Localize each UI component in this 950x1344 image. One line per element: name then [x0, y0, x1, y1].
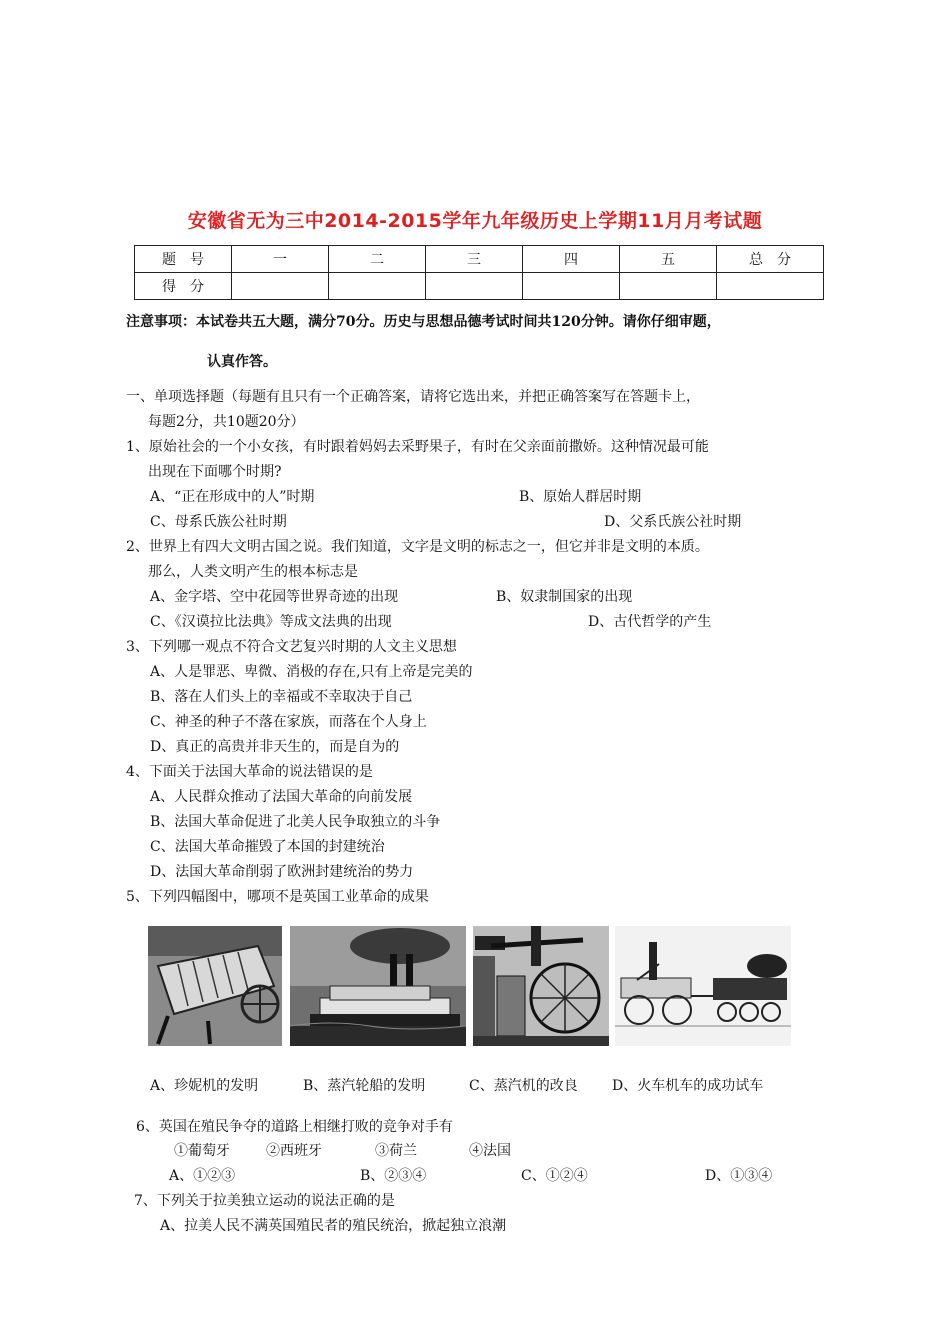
score-table: [134, 245, 824, 300]
score-header-cell: 二: [329, 246, 426, 273]
score-cell[interactable]: [523, 273, 620, 300]
q5-option-a[interactable]: A、珍妮机的发明: [150, 1078, 259, 1094]
q3-option-a[interactable]: A、人是罪恶、卑微、消极的存在,只有上帝是完美的: [150, 664, 473, 680]
q7-option-a[interactable]: A、拉美人民不满英国殖民者的殖民统治，掀起独立浪潮: [160, 1218, 507, 1234]
q6-option-c[interactable]: C、①②④: [521, 1168, 588, 1184]
q5-option-c[interactable]: C、蒸汽机的改良: [469, 1078, 578, 1094]
q2-stem: 2、世界上有四大文明古国之说。我们知道，文字是文明的标志之一，但它并非是文明的本质。: [126, 539, 709, 555]
q6-stem: 6、英国在殖民争夺的道路上相继打败的竞争对手有: [136, 1119, 453, 1135]
score-header-cell: 题 号: [135, 246, 232, 273]
score-cell[interactable]: [620, 273, 717, 300]
score-header-cell: 总 分: [717, 246, 824, 273]
q6-item-1: ①葡萄牙: [174, 1143, 230, 1159]
score-cell[interactable]: [232, 273, 329, 300]
q1-stem-cont: 出现在下面哪个时期?: [148, 464, 282, 480]
q3-option-c[interactable]: C、神圣的种子不落在家族，而落在个人身上: [150, 714, 427, 730]
q1-stem: 1、原始社会的一个小女孩，有时跟着妈妈去采野果子，有时在父亲面前撒娇。这种情况最可能: [126, 439, 709, 455]
q2-stem-cont: 那么，人类文明产生的根本标志是: [148, 564, 358, 580]
score-header-cell: 四: [523, 246, 620, 273]
q2-option-c[interactable]: C、《汉谟拉比法典》等成文法典的出现: [150, 614, 392, 630]
spinning-jenny-image: [148, 926, 282, 1046]
q1-option-a[interactable]: A、“正在形成中的人”时期: [150, 489, 315, 505]
score-table-header-row: [135, 246, 824, 273]
score-row-label: 得 分: [135, 273, 232, 300]
section-heading-cont: 每题2分，共10题20分）: [148, 414, 305, 430]
notice-line-2: 认真作答。: [207, 354, 277, 370]
q6-item-4: ④法国: [469, 1143, 511, 1159]
q1-option-c[interactable]: C、母系氏族公社时期: [150, 514, 287, 530]
q3-option-d[interactable]: D、真正的高贵并非天生的，而是自为的: [150, 739, 400, 755]
q5-option-d[interactable]: D、火车机车的成功试车: [612, 1078, 764, 1094]
q4-option-d[interactable]: D、法国大革命削弱了欧洲封建统治的势力: [150, 864, 414, 880]
q6-option-b[interactable]: B、②③④: [360, 1168, 427, 1184]
q1-option-b[interactable]: B、原始人群居时期: [519, 489, 642, 505]
q4-option-a[interactable]: A、人民群众推动了法国大革命的向前发展: [150, 789, 413, 805]
steamboat-image: [290, 926, 466, 1046]
q2-option-a[interactable]: A、金字塔、空中花园等世界奇迹的出现: [150, 589, 399, 605]
q3-option-b[interactable]: B、落在人们头上的幸福或不幸取决于自己: [150, 689, 413, 705]
score-header-cell: 一: [232, 246, 329, 273]
q1-option-d[interactable]: D、父系氏族公社时期: [604, 514, 742, 530]
score-cell[interactable]: [717, 273, 824, 300]
q6-item-2: ②西班牙: [266, 1143, 322, 1159]
q4-option-c[interactable]: C、法国大革命摧毁了本国的封建统治: [150, 839, 385, 855]
q5-option-b[interactable]: B、蒸汽轮船的发明: [303, 1078, 426, 1094]
steam-engine-image: [473, 926, 609, 1046]
q7-stem: 7、下列关于拉美独立运动的说法正确的是: [134, 1193, 395, 1209]
score-header-cell: 三: [426, 246, 523, 273]
score-cell[interactable]: [426, 273, 523, 300]
q6-option-d[interactable]: D、①③④: [705, 1168, 773, 1184]
q6-option-a[interactable]: A、①②③: [169, 1168, 236, 1184]
q4-stem: 4、下面关于法国大革命的说法错误的是: [126, 764, 373, 780]
score-header-cell: 五: [620, 246, 717, 273]
q4-option-b[interactable]: B、法国大革命促进了北美人民争取独立的斗争: [150, 814, 441, 830]
notice-line-1: 注意事项：本试卷共五大题，满分70分。历史与思想品德考试时间共120分钟。请你仔细审题，: [126, 314, 721, 330]
score-table-score-row: [135, 273, 824, 300]
section-heading: 一、单项选择题（每题有且只有一个正确答案，请将它选出来，并把正确答案写在答题卡上，: [126, 389, 700, 405]
q2-option-b[interactable]: B、奴隶制国家的出现: [496, 589, 633, 605]
q5-stem: 5、下列四幅图中，哪项不是英国工业革命的成果: [126, 889, 429, 905]
score-cell[interactable]: [329, 273, 426, 300]
q3-stem: 3、下列哪一观点不符合文艺复兴时期的人文主义思想: [126, 639, 457, 655]
page-title: 安徽省无为三中2014-2015学年九年级历史上学期11月月考试题: [187, 210, 763, 232]
q2-option-d[interactable]: D、古代哲学的产生: [588, 614, 712, 630]
locomotive-image: [615, 926, 791, 1046]
q6-item-3: ③荷兰: [375, 1143, 417, 1159]
